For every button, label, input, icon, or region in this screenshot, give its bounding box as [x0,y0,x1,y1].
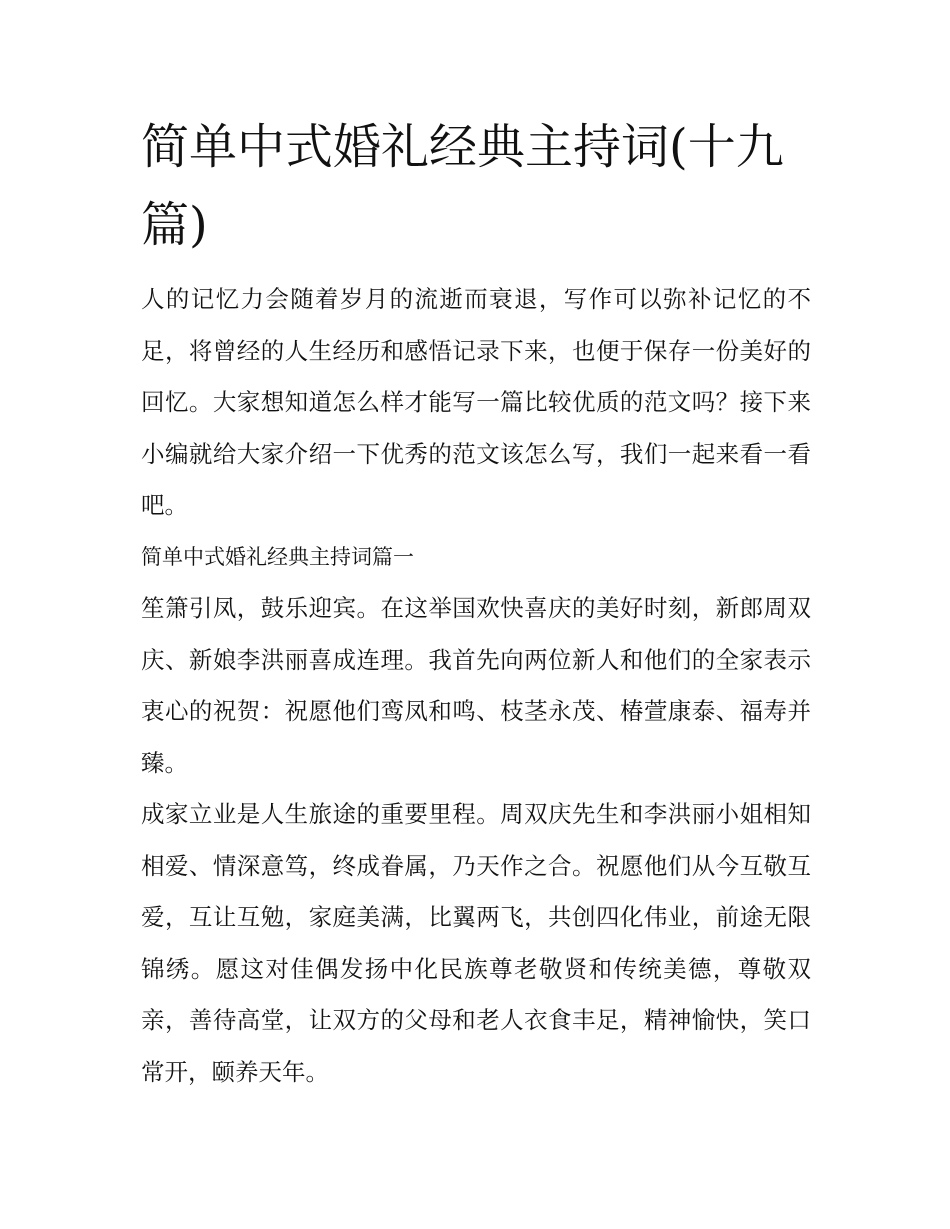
title-spacer [141,264,811,274]
section-heading: 简单中式婚礼经典主持词篇一 [141,544,414,569]
body-paragraph-2: 成家立业是人生旅途的重要里程。周双庆先生和李洪丽小姐相知相爱、情深意笃，终成眷属，乃天作之合。祝愿他们从今互敬互爱，互让互勉，家庭美满，比翼两飞，共创四化伟业，前途无限锦绣。愿这对佳偶发扬中化民族尊老敬贤和传统美德，尊敬双亲，善待高堂，让双方的父母和老人衣食丰足，精神愉快，笑口常开，颐养天年。 [141,800,811,1086]
intro-paragraph: 人的记忆力会随着岁月的流逝而衰退，写作可以弥补记忆的不足，将曾经的人生经历和感悟记录下来，也便于保存一份美好的回忆。大家想知道怎么样才能写一篇比较优质的范文吗？接下来小编就给大家介绍一下优秀的范文该怎么写，我们一起来看一看吧。 [141,285,811,519]
body-paragraph-1: 笙箫引凤，鼓乐迎宾。在这举国欢快喜庆的美好时刻，新郎周双庆、新娘李洪丽喜成连理。我首先向两位新人和他们的全家表示衷心的祝贺：祝愿他们鸾凤和鸣、枝茎永茂、椿萱康泰、福寿并臻。 [141,594,811,777]
document-page [141,108,811,1098]
document-title: 简单中式婚礼经典主持词(十九篇) [141,119,784,253]
